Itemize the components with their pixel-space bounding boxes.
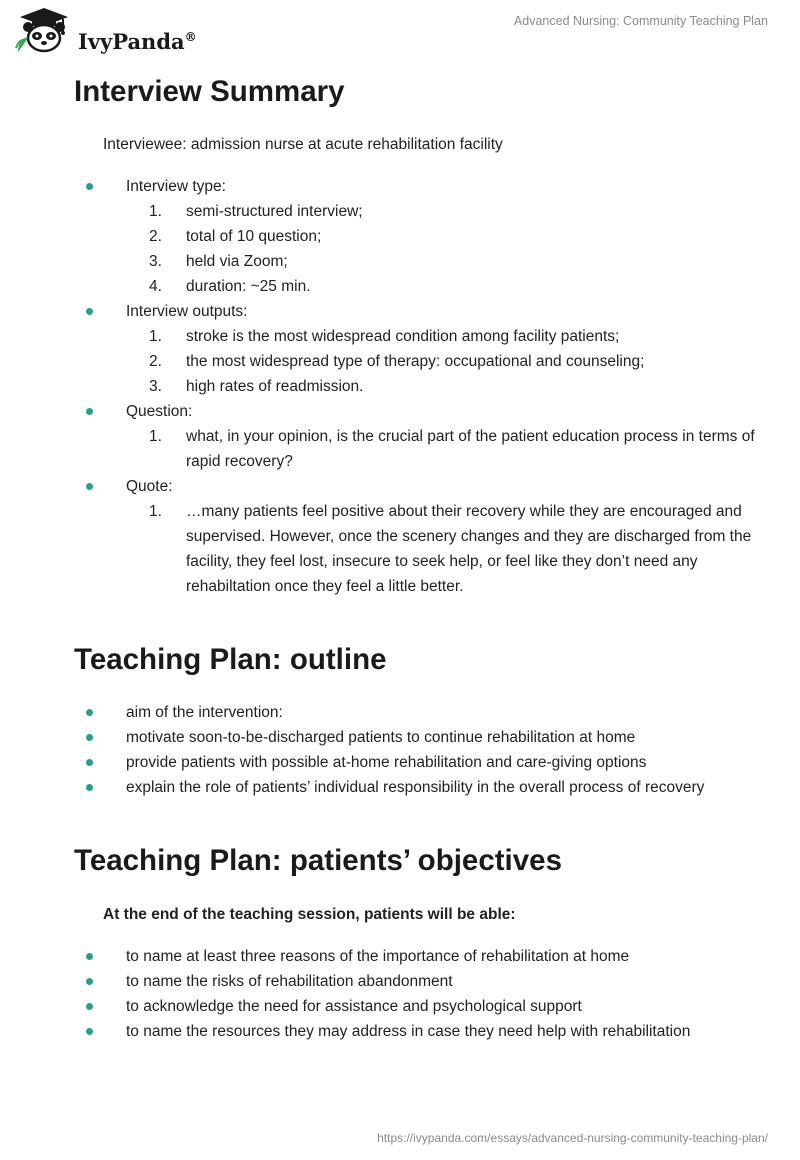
section-heading-patients-objectives: Teaching Plan: patients’ objectives: [74, 844, 562, 877]
numbered-sublist: [126, 424, 760, 474]
sublist-item: [126, 349, 786, 374]
section-heading-teaching-plan-outline: Teaching Plan: outline: [74, 643, 387, 676]
list-item: [0, 700, 760, 725]
sublist-item-text: stroke is the most widespread condition among facility patients;: [186, 328, 620, 345]
sublist-item-text: duration: ~25 min.: [186, 278, 311, 295]
bullet-icon: [86, 1028, 93, 1035]
list-item-label: explain the role of patients’ individual responsibility in the overall process of recovery: [126, 779, 705, 796]
bullet-icon: [86, 978, 93, 985]
bullet-icon: [86, 408, 93, 415]
list-item-label: aim of the intervention:: [126, 704, 283, 721]
bullet-icon: [86, 759, 93, 766]
list-item: [0, 994, 760, 1019]
sublist-item: [126, 499, 786, 599]
sublist-item: [126, 249, 786, 274]
list-item: [0, 725, 760, 750]
list-item-label: to name the resources they may address in case they need help with rehabilitation: [126, 1023, 691, 1040]
list-item-label: Quote:: [126, 478, 173, 495]
list-item: [0, 775, 760, 800]
interviewee-intro: Interviewee: admission nurse at acute rehabilitation facility: [103, 136, 503, 153]
document-title: Advanced Nursing: Community Teaching Plan: [513, 14, 768, 28]
list-item: [0, 969, 760, 994]
sublist-item: [126, 274, 786, 299]
item-number: 1.: [149, 203, 162, 220]
list-item-label: to acknowledge the need for assistance and psychological support: [126, 998, 582, 1015]
panda-icon: [14, 8, 74, 54]
list-item: [0, 299, 760, 399]
list-item-label: Interview type:: [126, 178, 226, 195]
item-number: 2.: [149, 353, 162, 370]
brand-name: IvyPanda: [78, 29, 185, 54]
numbered-sublist: [126, 324, 760, 399]
numbered-sublist: [126, 199, 760, 299]
list-item: [0, 750, 760, 775]
list-item-label: motivate soon-to-be-discharged patients to continue rehabilitation at home: [126, 729, 636, 746]
interview-summary-list: [0, 174, 760, 599]
bullet-icon: [86, 183, 93, 190]
bullet-icon: [86, 709, 93, 716]
item-number: 1.: [149, 428, 162, 445]
item-number: 1.: [149, 328, 162, 345]
sublist-item-text: total of 10 question;: [186, 228, 322, 245]
bullet-icon: [86, 734, 93, 741]
item-number: 3.: [149, 253, 162, 270]
patients-objectives-list: [0, 944, 760, 1044]
ivypanda-logo[interactable]: [14, 8, 197, 58]
list-item: [0, 174, 760, 299]
item-number: 4.: [149, 278, 162, 295]
sublist-item: [126, 224, 786, 249]
bullet-icon: [86, 1003, 93, 1010]
sublist-item: [126, 424, 786, 474]
section-heading-interview-summary: Interview Summary: [74, 75, 345, 108]
list-item-label: to name the risks of rehabilitation abandonment: [126, 973, 453, 990]
sublist-item-text: what, in your opinion, is the crucial part of the patient education process in terms of rapid recovery?: [186, 428, 755, 470]
list-item-label: to name at least three reasons of the importance of rehabilitation at home: [126, 948, 630, 965]
bullet-icon: [86, 784, 93, 791]
item-number: 3.: [149, 378, 162, 395]
list-item-label: Interview outputs:: [126, 303, 248, 320]
teaching-plan-outline-list: [0, 700, 760, 800]
sublist-item: [126, 324, 786, 349]
sublist-item-text: semi-structured interview;: [186, 203, 363, 220]
sublist-item-text: high rates of readmission.: [186, 378, 364, 395]
list-item: [0, 1019, 760, 1044]
sublist-item-text: held via Zoom;: [186, 253, 288, 270]
sublist-item: [126, 199, 786, 224]
sublist-item: [126, 374, 786, 399]
list-item-label: provide patients with possible at-home rehabilitation and care-giving options: [126, 754, 647, 771]
page-header: [0, 0, 800, 70]
registered-mark: ®: [184, 30, 197, 44]
list-item: [0, 474, 760, 599]
item-number: 2.: [149, 228, 162, 245]
sublist-item-text: …many patients feel positive about their recovery while they are encouraged and supervised. However, once the scenery changes and they are discharged from the facility, they feel lost, insecure to seek help, or feel like they don’t need any rehabiltation once they feel a little better.: [186, 503, 752, 595]
list-item-label: Question:: [126, 403, 193, 420]
item-number: 1.: [149, 503, 162, 520]
bullet-icon: [86, 308, 93, 315]
sublist-item-text: the most widespread type of therapy: occupational and counseling;: [186, 353, 645, 370]
objectives-intro: At the end of the teaching session, patients will be able:: [103, 906, 516, 923]
source-url-link[interactable]: https://ivypanda.com/essays/advanced-nursing-community-teaching-plan/: [377, 1131, 768, 1145]
bullet-icon: [86, 483, 93, 490]
list-item: [0, 399, 760, 474]
bullet-icon: [86, 953, 93, 960]
list-item: [0, 944, 760, 969]
numbered-sublist: [126, 499, 760, 599]
